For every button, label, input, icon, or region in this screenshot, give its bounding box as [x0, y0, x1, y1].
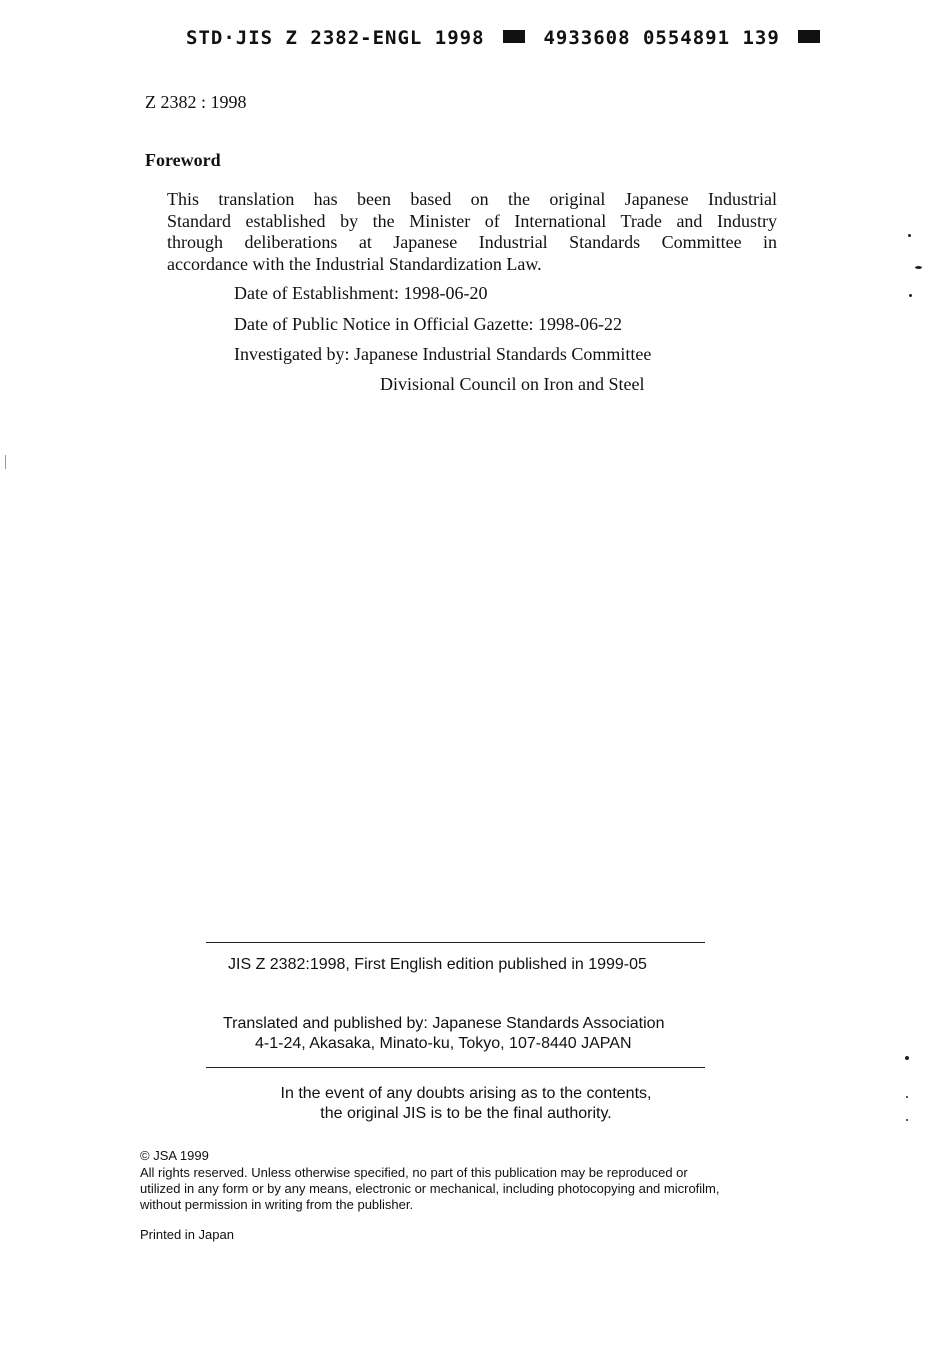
- scan-speck: [915, 266, 922, 269]
- copyright-notice: © JSA 1999: [140, 1148, 209, 1163]
- foreword-paragraph: [167, 189, 777, 275]
- divider-top: [206, 942, 705, 943]
- scan-speck: [5, 455, 6, 469]
- barcode-block-2: [798, 30, 820, 43]
- scan-speck: [905, 1056, 909, 1060]
- authority-notice-line-1: In the event of any doubts arising as to the contents,: [280, 1085, 652, 1102]
- scan-speck: [906, 1096, 908, 1098]
- publisher-address: 4-1-24, Akasaka, Minato-ku, Tokyo, 107-8440 JAPAN: [255, 1035, 632, 1052]
- rights-reserved-line: utilized in any form or by any means, electronic or mechanical, including photocopying and microfilm,: [140, 1181, 720, 1196]
- scan-speck: [906, 1119, 908, 1121]
- date-of-public-notice: Date of Public Notice in Official Gazette: 1998-06-22: [234, 314, 623, 334]
- authority-notice-line-2: the original JIS is to be the final authority.: [320, 1105, 612, 1122]
- header-code-mid: 4933608 0554891 139: [543, 27, 780, 49]
- divider-bottom: [206, 1067, 705, 1068]
- paragraph-line: This translation has been based on the original Japanese Industrial: [167, 189, 777, 209]
- translated-by-line: Translated and published by: Japanese Standards Association: [223, 1015, 665, 1032]
- rights-reserved-line: All rights reserved. Unless otherwise specified, no part of this publication may be reproduced or: [140, 1165, 688, 1180]
- standard-number: Z 2382 : 1998: [145, 92, 247, 112]
- paragraph-line: Standard established by the Minister of International Trade and Industry: [167, 210, 777, 231]
- rights-reserved-line: without permission in writing from the publisher.: [140, 1197, 414, 1212]
- header-tracking-code: [186, 27, 826, 49]
- scan-speck: [909, 294, 912, 297]
- scan-speck: [908, 234, 911, 237]
- investigated-by-council: Divisional Council on Iron and Steel: [380, 374, 645, 394]
- paragraph-line: accordance with the Industrial Standardization Law.: [167, 253, 542, 274]
- foreword-title: Foreword: [145, 150, 221, 170]
- date-of-establishment: Date of Establishment: 1998-06-20: [234, 283, 488, 303]
- paragraph-line: through deliberations at Japanese Industrial Standards Committee in: [167, 232, 777, 252]
- printed-in-line: Printed in Japan: [140, 1227, 234, 1242]
- investigated-by: Investigated by: Japanese Industrial Standards Committee: [234, 344, 652, 364]
- header-code-left: STD·JIS Z 2382-ENGL 1998: [186, 27, 485, 49]
- edition-line: JIS Z 2382:1998, First English edition published in 1999-05: [228, 956, 647, 973]
- barcode-block-1: [503, 30, 525, 43]
